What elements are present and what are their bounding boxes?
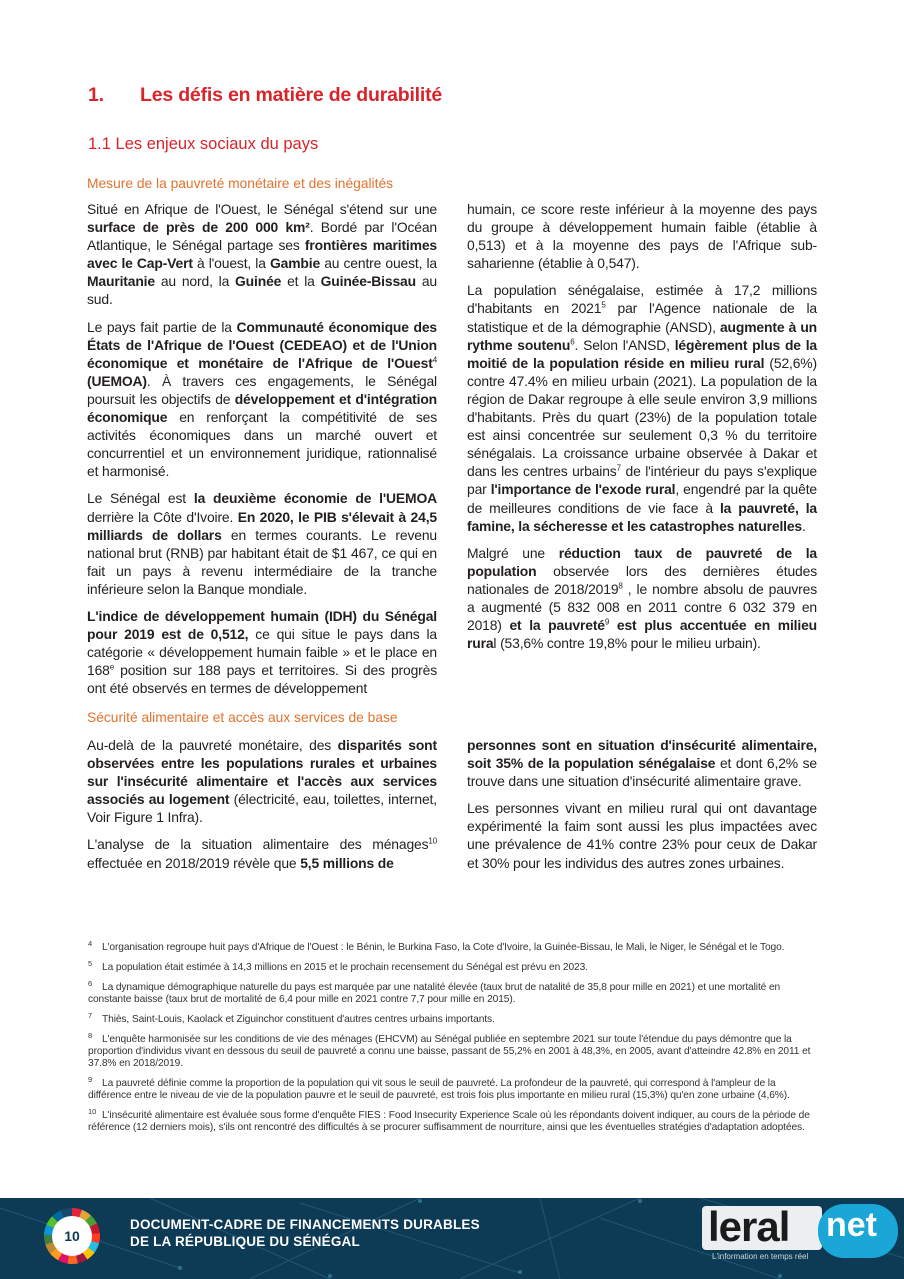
heading-food-security: Sécurité alimentaire et accès aux services de base: [87, 710, 398, 725]
paragraph-geography: Situé en Afrique de l'Ouest, le Sénégal s'étend sur une surface de près de 200 000 km². Bordé par l'Océan Atlantique, le Sénégal partage ses frontières maritimes avec le Cap-Vert à l'ouest, la Gambie au centre ouest, la Mauritanie au nord, la Guinée et la Guinée-Bissau au sud.: [87, 201, 437, 308]
footnote: 4 L'organisation regroupe huit pays d'Afrique de l'Ouest : le Bénin, le Burkina Faso, la Cote d'Ivoire, la Guinée-Bissau, le Mali, le Niger, le Sénégal et le Togo.: [88, 938, 785, 953]
footnote: 9 La pauvreté définie comme la proportion de la population qui vit sous le seuil de pauvreté. La profondeur de la pauvreté, qui correspond à l'ampleur de la différence entre le niveau de vie de la population pauvre et le seuil de pauvreté, est trois fois plus importante en milieu rural (15,3%) qu'en zone urbaine (4,6%).: [88, 1074, 790, 1101]
footnote-ref: 4: [432, 355, 437, 365]
footnote: 6 La dynamique démographique naturelle du pays est marquée par une natalité élevée (taux brut de natalité de 35,8 pour mille en 2021) et une mortalité en constante baisse (taux brut de mortalité de 6,4 pour mille en 2021 contre 7,7 pour mille en 2015).: [88, 978, 781, 1005]
paragraph-food-analysis: L'analyse de la situation alimentaire des ménages$^{10}$ effectuée en 2018/2019 révèle que 5,5 millions de: [87, 836, 437, 871]
logo-tagline: L'information en temps réel: [712, 1252, 809, 1261]
logo-net: net: [826, 1206, 877, 1244]
section-title: Les défis en matière de durabilité: [140, 84, 443, 106]
heading-poverty: Mesure de la pauvreté monétaire et des inégalités: [87, 176, 394, 191]
right-column-poverty: [467, 200, 817, 661]
footnotes: [88, 938, 818, 1142]
left-column-poverty: [87, 200, 437, 706]
paragraph-disparities: Au-delà de la pauvreté monétaire, des disparités sont observées entre les populations rurales et urbaines sur l'insécurité alimentaire et l'accès aux services associés au logement (électricité, eau, toilettes, internet, Voir Figure 1 Infra).: [87, 737, 437, 826]
footnote: 10 L'insécurité alimentaire est évaluée sous forme d'enquête FIES : Food Insecurity Experience Scale où les répondants doivent indiquer, au cours de la période de référence (12 derniers mois), s'ils ont rencontré des difficultés à se procurer suffisamment de nourriture, ainsi que les éventuelles stratégies d'adaptation adoptées.: [88, 1106, 810, 1133]
footnote: 7 Thiès, Saint-Louis, Kaolack et Ziguinchor constituent d'autres centres urbains importants.: [88, 1010, 495, 1025]
footnote: 8 L'enquête harmonisée sur les conditions de vie des ménages (EHCVM) au Sénégal publiée en septembre 2021 sur toute l'étendue du pays démontre que la proportion d'individus vivant en dessous du seuil de pauvreté a connu une baisse, passant de 55,2% en 2001 à 48,3%, en 2005, avant d'atteindre 42.8% en 2011 et 37.8% en 2018/2019.: [88, 1030, 811, 1069]
paragraph-poverty-rate: Malgré une réduction taux de pauvreté de la population observée lors des dernières études nationales de 2018/2019$^8$ , le nombre absolu de pauvres a augmenté (5 832 008 en 2011 contre 6 032 379 en 2018) et la pauvreté$^9$ est plus accentuée en milieu rural (53,6% contre 19,8% pour le milieu urbain).: [467, 544, 817, 652]
paragraph-idh: L'indice de développement humain (IDH) du Sénégal pour 2019 est de 0,512, ce qui situe le pays dans la catégorie « développement humain faible » et le place en 168e position sur 188 pays et territoires. Si des progrès ont été observés en termes de développement: [87, 607, 437, 697]
paragraph-idh-continued: humain, ce score reste inférieur à la moyenne des pays du groupe à développement humain faible (établie à 0,513) et à la moyenne des pays de l'Afrique sub-saharienne (établie à 0,547).: [467, 201, 817, 272]
page-number: 10: [52, 1216, 92, 1256]
logo-leral: leral: [708, 1203, 790, 1250]
footer-title: DOCUMENT-CADRE DE FINANCEMENTS DURABLES DE LA RÉPUBLIQUE DU SÉNÉGAL: [130, 1217, 480, 1249]
footnote: 5 La population était estimée à 14,3 millions en 2015 et le prochain recensement du Sénégal est prévu en 2023.: [88, 958, 588, 973]
paragraph-population: La population sénégalaise, estimée à 17,2 millions d'habitants en 2021$^5$ par l'Agence nationale de la statistique et de la démographie (ANSD), augmente à un rythme soutenu$^6$. Selon l'ANSD, légèrement plus de la moitié de la population réside en milieu rural (52,6%) contre 47.4% en milieu urbain (2021). La population de la région de Dakar regroupe à elle seule environ 3,9 millions d'habitants. Près du quart (23%) de la population totale est ainsi concentrée sur seulement 0,3 % du territoire sénégalais. La croissance urbaine observée à Dakar et dans les centres urbains$^7$ de l'intérieur du pays s'explique par l'importance de l'exode rural, engendré par la quête de meilleures conditions de vie face à la pauvreté, la famine, la sécheresse et les catastrophes naturelles.: [467, 282, 818, 534]
section-number: 1.: [88, 84, 104, 106]
right-column-food: [467, 736, 817, 881]
paragraph-food-insecurity: personnes sont en situation d'insécurité alimentaire, soit 35% de la population sénégalaise et dont 6,2% se trouve dans une situation d'insécurité alimentaire grave.: [467, 737, 817, 790]
paragraph-economy: Le Sénégal est la deuxième économie de l'UEMOA derrière la Côte d'Ivoire. En 2020, le PIB s'élevait à 24,5 milliards de dollars en termes courants. Le revenu national brut (RNB) par habitant était de $1 467, ce qui en fait un pays à revenu intermédiaire de la tranche inférieure selon la Banque mondiale.: [87, 490, 437, 597]
paragraph-rural-hunger: Les personnes vivant en milieu rural qui ont davantage expérimenté la faim sont aussi les plus impactées avec une prévalence de 41% contre 23% pour ceux de Dakar et 30% pour les individus des autres zones urbaines.: [467, 800, 817, 871]
section-heading: [88, 84, 442, 107]
subsection-heading: 1.1 Les enjeux sociaux du pays: [88, 135, 319, 153]
paragraph-integration: Le pays fait partie de la Communauté économique des États de l'Afrique de l'Ouest (CEDEAO) et de l'Union économique et monétaire de l'Afrique de l'Ouest$^4$ (UEMOA). À travers ces engagements, le Sénégal poursuit les objectifs de développement et d'intégration économique en renforçant la compétitivité de ses activités économiques dans un marché ouvert et concurrentiel et un environnement juridique, rationnalisé et harmonisé.: [87, 318, 438, 480]
left-column-food: [87, 736, 437, 881]
